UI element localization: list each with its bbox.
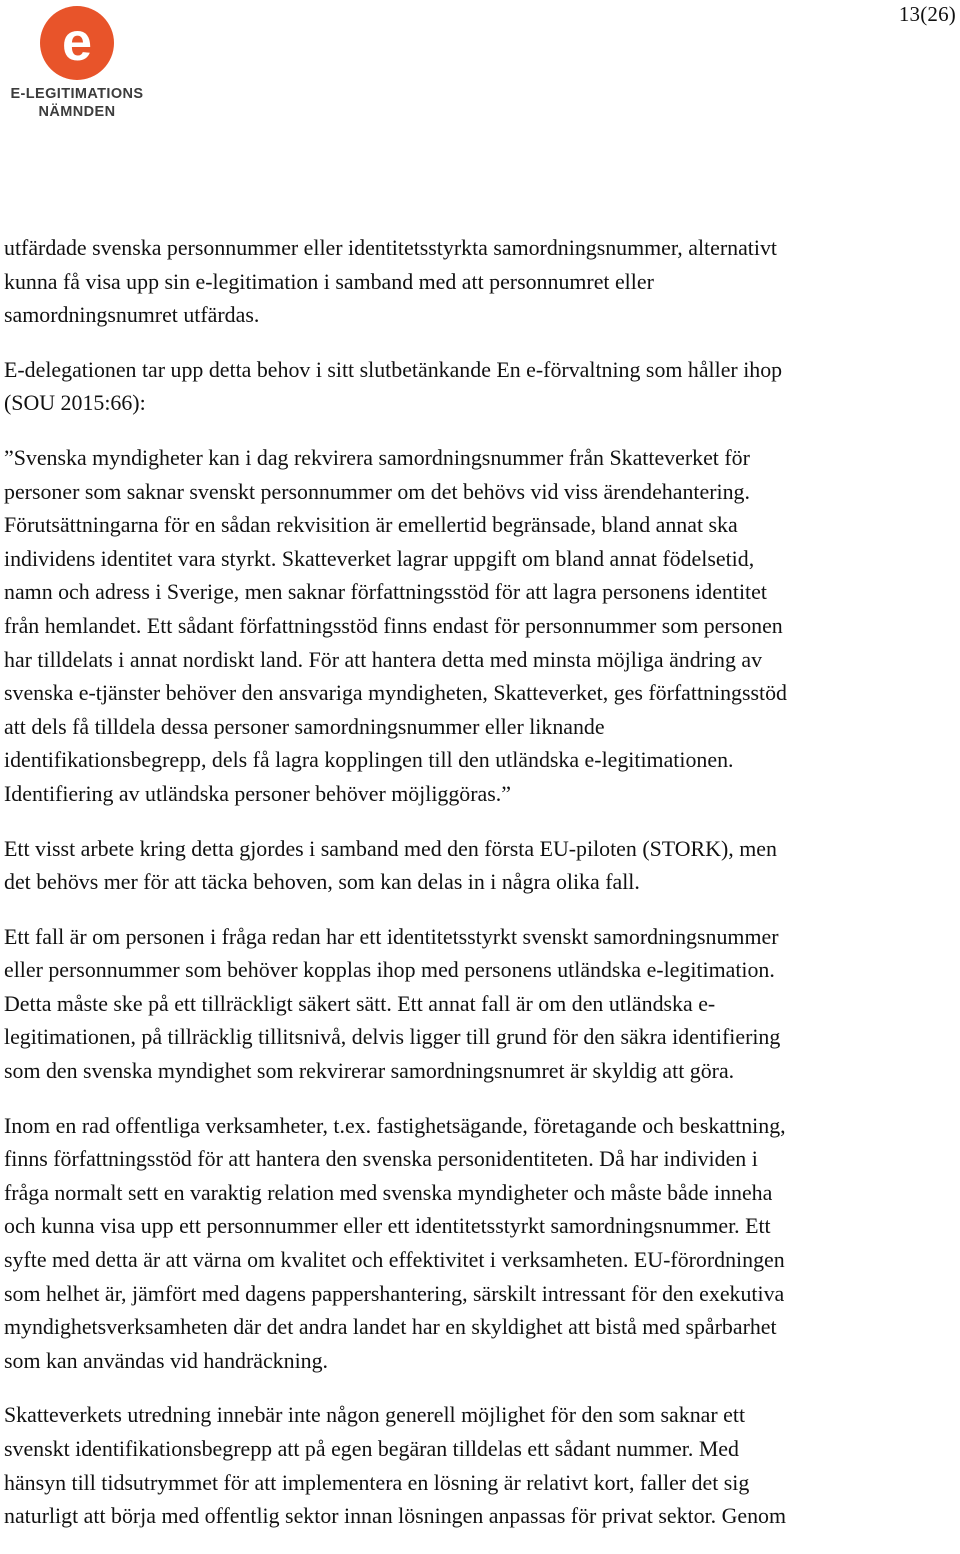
text-line: att dels få tilldela dessa personer samordningsnummer eller liknande [4, 713, 605, 739]
logo-letter: e [61, 12, 93, 72]
text-line: E-delegationen tar upp detta behov i sitt slutbetänkande En e-förvaltning som håller ihop [4, 356, 783, 382]
document-body [4, 231, 956, 1554]
text-line: ”Svenska myndigheter kan i dag rekvirera samordningsnummer från Skatteverket för [4, 444, 750, 470]
text-line: myndighetsverksamheten där det andra landet har en skyldighet att bistå med spårbarhet [4, 1314, 777, 1340]
text-line: Ett fall är om personen i fråga redan har ett identitetsstyrkt svenskt samordningsnummer [4, 923, 779, 949]
text-line: legitimationen, på tillräcklig tillitsnivå, delvis ligger till grund för den säkra identifiering [4, 1024, 781, 1050]
text-line: som kan användas vid handräckning. [4, 1347, 329, 1373]
logo-text-line1: E-LEGITIMATIONS [10, 86, 144, 102]
text-line: finns författningsstöd för att hantera den svenska personidentiteten. Då har individen i [4, 1146, 758, 1172]
text-line: svenskt identifikationsbegrepp att på egen begäran tilldelas ett sådant nummer. Med [4, 1436, 739, 1461]
text-line: som helhet är, jämfört med dagens pappershantering, särskilt intressant för den exekutiva [4, 1280, 785, 1306]
text-line: namn och adress i Sverige, men saknar författningsstöd för att lagra personens identitet [4, 579, 767, 605]
text-line: eller personnummer som behöver kopplas ihop med personens utländska e-legitimation. [4, 957, 775, 983]
text-line: svenska e-tjänster behöver den ansvariga myndigheten, Skatteverket, ges författningsstöd [4, 680, 787, 706]
text-line: det behövs mer för att täcka behoven, som kan delas in i några olika fall. [4, 869, 640, 895]
text-line: Identifiering av utländska personer behöver möjliggöras.” [4, 780, 511, 806]
text-line: från hemlandet. Ett sådant författningsstöd finns endast för personnummer som personen [4, 612, 783, 638]
text-line: fråga normalt sett en varaktig relation med svenska myndigheter och måste både inneha [4, 1179, 773, 1205]
paragraph [4, 1398, 956, 1532]
paragraph [4, 231, 956, 332]
text-line: (SOU 2015:66): [4, 390, 146, 416]
paragraph [4, 832, 956, 899]
text-line: identifikationsbegrepp, dels få lagra kopplingen till den utländska e-legitimationen. [4, 747, 734, 773]
text-line: Förutsättningarna för en sådan rekvisition är emellertid begränsade, bland annat ska [4, 512, 738, 538]
text-line: som den svenska myndighet som rekvirerar samordningsnumret är skyldig att göra. [4, 1058, 735, 1084]
text-line: individens identitet vara styrkt. Skatteverket lagrar uppgift om bland annat födelsetid, [4, 545, 755, 571]
text-line: syfte med detta är att värna om kvalitet och effektivitet i verksamheten. EU-förordningen [4, 1247, 785, 1273]
logo-text-line2: NÄMNDEN [38, 104, 116, 120]
e-logo-icon [38, 4, 116, 82]
text-line: hänsyn till tidsutrymmet för att implementera en lösning är relativt kort, faller det sig [4, 1469, 750, 1495]
text-line: Detta måste ske på ett tillräckligt säkert sätt. Ett annat fall är om den utländska e- [4, 990, 716, 1016]
paragraph [4, 353, 956, 420]
paragraph [4, 920, 956, 1088]
text-line: naturligt att börja med offentlig sektor innan lösningen anpassas för privat sektor. Genom [4, 1503, 787, 1529]
paragraph [4, 1109, 956, 1378]
text-line: Skatteverkets utredning innebär inte någon generell möjlighet för den som saknar ett [4, 1402, 746, 1428]
page-number: 13(26) [898, 2, 956, 26]
text-line: Inom en rad offentliga verksamheter, t.ex. fastighetsägande, företagande och beskattning, [4, 1112, 786, 1138]
text-line: utfärdade svenska personnummer eller identitetsstyrkta samordningsnummer, alternativt [4, 235, 777, 260]
paragraph [4, 441, 956, 811]
text-line: personer som saknar svenskt personnummer om det behövs vid viss ärendehantering. [4, 478, 750, 504]
text-line: har tilldelats i annat nordiskt land. För att hantera detta med minsta möjliga ändring av [4, 646, 763, 672]
text-line: samordningsnumret utfärdas. [4, 302, 260, 328]
text-line: och kunna visa upp ett personnummer eller ett identitetsstyrkt samordningsnummer. Ett [4, 1213, 771, 1239]
text-line: kunna få visa upp sin e-legitimation i samband med att personnumret eller [4, 268, 654, 294]
organization-logo [2, 4, 152, 120]
text-line: Ett visst arbete kring detta gjordes i samband med den första EU-piloten (STORK), men [4, 835, 777, 861]
